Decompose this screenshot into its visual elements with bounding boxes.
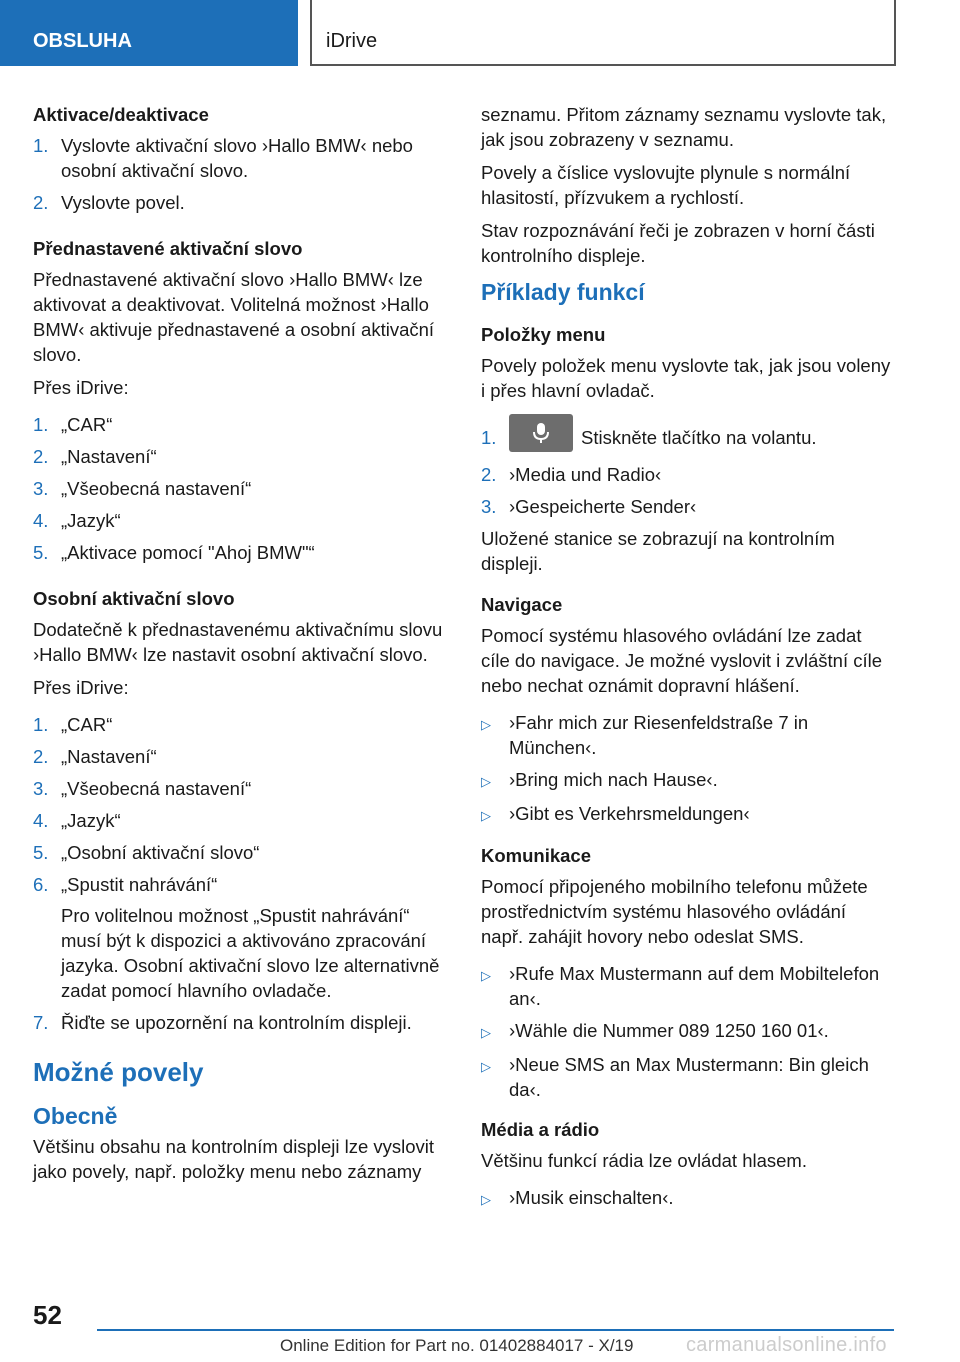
preset-text: Přednastavené aktivační slovo ›Hallo BMW‹ lze aktivovat a deaktivovat. Volitelná možnost ›Hallo BMW‹ aktivuje přednastavené a osobní aktivační slovo. [33, 269, 435, 365]
triangle-bullet-icon: ▷ [481, 774, 491, 790]
personal-title: Osobní aktivační slovo [33, 588, 235, 609]
via-idrive-label: Přes iDrive: [33, 377, 129, 398]
list-item: 5. „Osobní aktivační slovo“ [33, 842, 260, 863]
list-item: ▷ ›Gibt es Verkehrsmeldungen‹ [481, 801, 893, 828]
navigation-title: Navigace [481, 594, 563, 616]
list-item: 1. Vyslovte aktivační slovo ›Hallo BMW‹ nebo osobní aktivační slovo. [33, 135, 413, 181]
list-item: 4. „Jazyk“ [33, 510, 121, 531]
list-item: 2. „Nastavení“ [33, 746, 157, 767]
list-item: 3. „Všeobecná nastavení“ [33, 778, 252, 799]
triangle-bullet-icon: ▷ [481, 1025, 491, 1041]
communication-text: Pomocí připojeného mobilního telefonu můžete prostřednictvím systému hlasového ovládání např. zahájit hovory nebo odeslat SMS. [481, 876, 868, 948]
list-item: 3. „Všeobecná nastavení“ [33, 478, 252, 499]
list-item: 2. ›Media und Radio‹ [481, 464, 662, 486]
list-item: 1. „CAR“ [33, 414, 113, 435]
page-header [0, 0, 960, 66]
continued-text: seznamu. Přitom záznamy seznamu vyslovte tak, jak jsou zobrazeny v seznamu. [481, 104, 887, 150]
list-item: 4. „Jazyk“ [33, 810, 121, 831]
activation-title: Aktivace/deaktivace [33, 104, 209, 125]
list-item: 1. „CAR“ [33, 714, 113, 735]
menu-after-text: Uložené stanice se zobrazují na kontrolním displeji. [481, 528, 835, 575]
microphone-icon [531, 422, 551, 444]
examples-heading: Příklady funkcí [481, 279, 645, 305]
triangle-bullet-icon: ▷ [481, 808, 491, 824]
steering-voice-button [509, 414, 573, 452]
triangle-bullet-icon: ▷ [481, 968, 491, 984]
step-note: Pro volitelnou možnost „Spustit nahrávání“ musí být k dispozici a aktivováno zpracování jazyka. Osobní aktivační slovo lze alternativně zadat pomocí hlavního ovladače. [61, 905, 440, 1001]
list-item: ▷ ›Musik einschalten‹. [481, 1185, 893, 1212]
fluent-text: Povely a číslice vyslovujte plynule s normální hlasitostí, přízvukem a rychlostí. [481, 162, 851, 208]
general-heading: Obecně [33, 1103, 118, 1129]
list-item: 6. „Spustit nahrávání“ Pro volitelnou možnost „Spustit nahrávání“ musí být k dispozici a aktivováno zpracování jazyka. Osobní aktivační slovo lze alternativně zadat pomocí hlavního ovladače. [33, 872, 445, 1003]
possible-commands-heading: Možné povely [33, 1057, 204, 1087]
right-column [481, 102, 893, 1219]
section-tab: OBSLUHA [0, 0, 298, 66]
list-item: ▷ ›Rufe Max Mustermann auf dem Mobiltelefon an‹. [481, 963, 880, 1010]
triangle-bullet-icon: ▷ [481, 1192, 491, 1208]
list-item: 2. Vyslovte povel. [33, 192, 185, 213]
media-title: Média a rádio [481, 1119, 600, 1141]
footer-edition: Online Edition for Part no. 01402884017 - X/19 [280, 1336, 634, 1355]
via-idrive-label-2: Přes iDrive: [33, 677, 129, 698]
triangle-bullet-icon: ▷ [481, 717, 491, 733]
footer-divider [97, 1329, 894, 1331]
communication-title: Komunikace [481, 845, 592, 867]
menu-items-text: Povely položek menu vyslovte tak, jak jsou voleny i přes hlavní ovladač. [481, 355, 891, 401]
left-column [33, 102, 445, 1192]
navigation-text: Pomocí systému hlasového ovládání lze zadat cíle do navigace. Je možné vyslovit i zvláštní cíle nebo nechat oznámit dopravní hlášení. [481, 625, 883, 697]
list-item: ▷ ›Neue SMS an Max Mustermann: Bin gleich da‹. [481, 1054, 869, 1101]
list-item: ▷ ›Wähle die Nummer 089 1250 160 01‹. [481, 1018, 893, 1045]
topic-tab: iDrive [310, 0, 896, 66]
list-item: 1. Stiskněte tlačítko na volantu. [481, 425, 893, 452]
media-text: Většinu funkcí rádia lze ovládat hlasem. [481, 1150, 807, 1172]
triangle-bullet-icon: ▷ [481, 1059, 491, 1075]
menu-items-title: Položky menu [481, 324, 606, 345]
preset-title: Přednastavené aktivační slovo [33, 238, 303, 259]
list-item: ▷ ›Fahr mich zur Riesenfeldstraße 7 in München‹. [481, 712, 809, 759]
page-number: 52 [33, 1300, 62, 1330]
list-item: 3. ›Gespeicherte Sender‹ [481, 496, 697, 518]
list-item: ▷ ›Bring mich nach Hause‹. [481, 767, 893, 794]
list-item: 2. „Nastavení“ [33, 446, 157, 467]
list-item: 7. Řiďte se upozornění na kontrolním displeji. [33, 1012, 412, 1033]
status-text: Stav rozpoznávání řeči je zobrazen v horní části kontrolního displeje. [481, 220, 875, 266]
general-text: Většinu obsahu na kontrolním displeji lze vyslovit jako povely, např. položky menu nebo záznamy [33, 1136, 435, 1182]
personal-text: Dodatečně k přednastavenému aktivačnímu slovu ›Hallo BMW‹ lze nastavit osobní aktivační slovo. [33, 619, 443, 665]
watermark: carmanualsonline.info [686, 1334, 887, 1356]
list-item: 5. „Aktivace pomocí "Ahoj BMW"“ [33, 542, 315, 563]
